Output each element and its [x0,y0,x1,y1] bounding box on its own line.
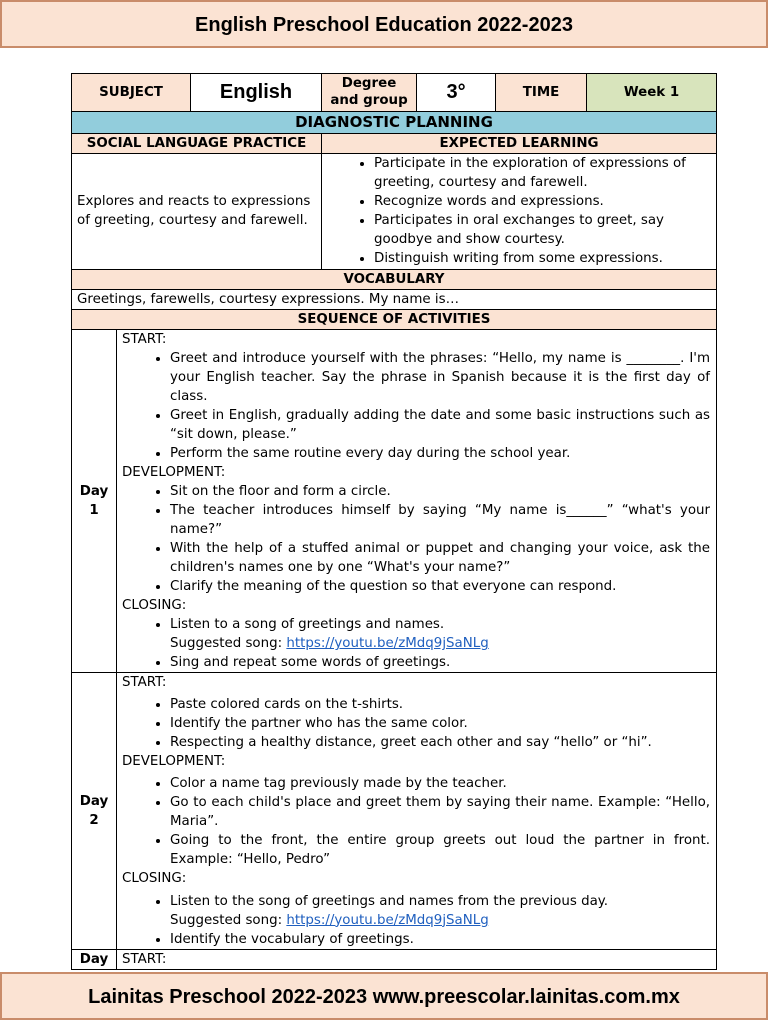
expected-item: • Distinguish writing from some expressions. [374,249,710,268]
day-2-label: Day 2 [72,673,117,949]
day-3-row [72,949,717,969]
activity-item: • With the help of a stuffed animal or puppet and changing your voice, ask the children's names one by one “What's your name?” [170,539,710,577]
degree-label: Degree and group [322,74,417,112]
degree-value: 3° [417,74,496,112]
day-3-label: Day [72,949,117,969]
day-1-activities [117,329,717,673]
header-title: English Preschool Education 2022-2023 [195,14,573,36]
song-link[interactable]: https://youtu.be/zMdq9jSaNLg [286,636,489,652]
expected-learning-label: EXPECTED LEARNING [322,134,717,154]
day-3-start-label: START: [117,949,717,969]
social-practice-label: SOCIAL LANGUAGE PRACTICE [72,134,322,154]
activity-item: • Go to each child's place and greet them by saying their name. Example: “Hello, Maria”. [170,793,710,831]
subject-value: English [191,74,322,112]
start-label: START: [122,675,167,691]
activity-item: • Perform the same routine every day during the school year. [170,444,710,463]
song-label: Suggested song: [170,912,287,928]
activity-item: • Going to the front, the entire group greets out loud the partner in front. Example: “Hello, Pedro” [170,831,710,869]
song-link[interactable]: https://youtu.be/zMdq9jSaNLg [286,912,489,928]
activity-item: • Sit on the floor and form a circle. [170,482,710,501]
day-1-row [72,329,717,673]
development-label: DEVELOPMENT: [122,754,226,770]
social-practice-text: Explores and reacts to expressions of greeting, courtesy and farewell. [72,154,322,269]
activity-item: • Color a name tag previously made by the teacher. [170,774,710,793]
day-1-label: Day 1 [72,329,117,673]
song-label: Suggested song: [170,636,287,652]
subject-label: SUBJECT [72,74,191,112]
activity-item: • Identify the vocabulary of greetings. [170,930,710,949]
page-header [0,0,768,48]
closing-label: CLOSING: [122,871,187,887]
development-label: DEVELOPMENT: [122,464,226,480]
activity-item: • Paste colored cards on the t-shirts. [170,695,710,714]
expected-learning-cell [322,154,717,269]
activity-item: • Greet and introduce yourself with the phrases: “Hello, my name is ________. I'm your English teacher. Say the phrase in Spanish because it is the first day of class. [170,349,710,406]
expected-item: • Participates in oral exchanges to greet, say goodbye and show courtesy. [374,211,710,249]
activity-item: • Greet in English, gradually adding the date and some basic instructions such as “sit down, please.” [170,406,710,444]
day-2-row [72,673,717,949]
day-2-activities [117,673,717,949]
activity-item: • Respecting a healthy distance, greet each other and say “hello” or “hi”. [170,733,710,752]
page-footer [0,972,768,1020]
diagnostic-title: DIAGNOSTIC PLANNING [72,112,717,134]
time-label: TIME [496,74,587,112]
activity-item: • Clarify the meaning of the question so that everyone can respond. [170,577,710,596]
expected-item: • Recognize words and expressions. [374,192,710,211]
vocabulary-text: Greetings, farewells, courtesy expressions. My name is… [72,289,717,309]
activity-item: • Identify the partner who has the same color. [170,714,710,733]
time-value: Week 1 [587,74,717,112]
activity-item: • The teacher introduces himself by saying “My name is______” “what's your name?” [170,501,710,539]
start-label: START: [122,331,167,347]
closing-label: CLOSING: [122,598,187,614]
sequence-label: SEQUENCE OF ACTIVITIES [72,309,717,329]
info-row [72,74,717,112]
vocabulary-label: VOCABULARY [72,269,717,289]
footer-text: Lainitas Preschool 2022-2023 www.preescolar.lainitas.com.mx [88,986,680,1008]
activity-item: • Sing and repeat some words of greetings. [170,653,710,672]
activity-item: • Listen to a song of greetings and names. Suggested song: https://youtu.be/zMdq9jSaNLg [170,615,710,653]
planning-table [71,73,717,970]
expected-item: • Participate in the exploration of expressions of greeting, courtesy and farewell. [374,154,710,192]
activity-item: • Listen to the song of greetings and names from the previous day. Suggested song: https://youtu.be/zMdq9jSaNLg [170,892,710,930]
